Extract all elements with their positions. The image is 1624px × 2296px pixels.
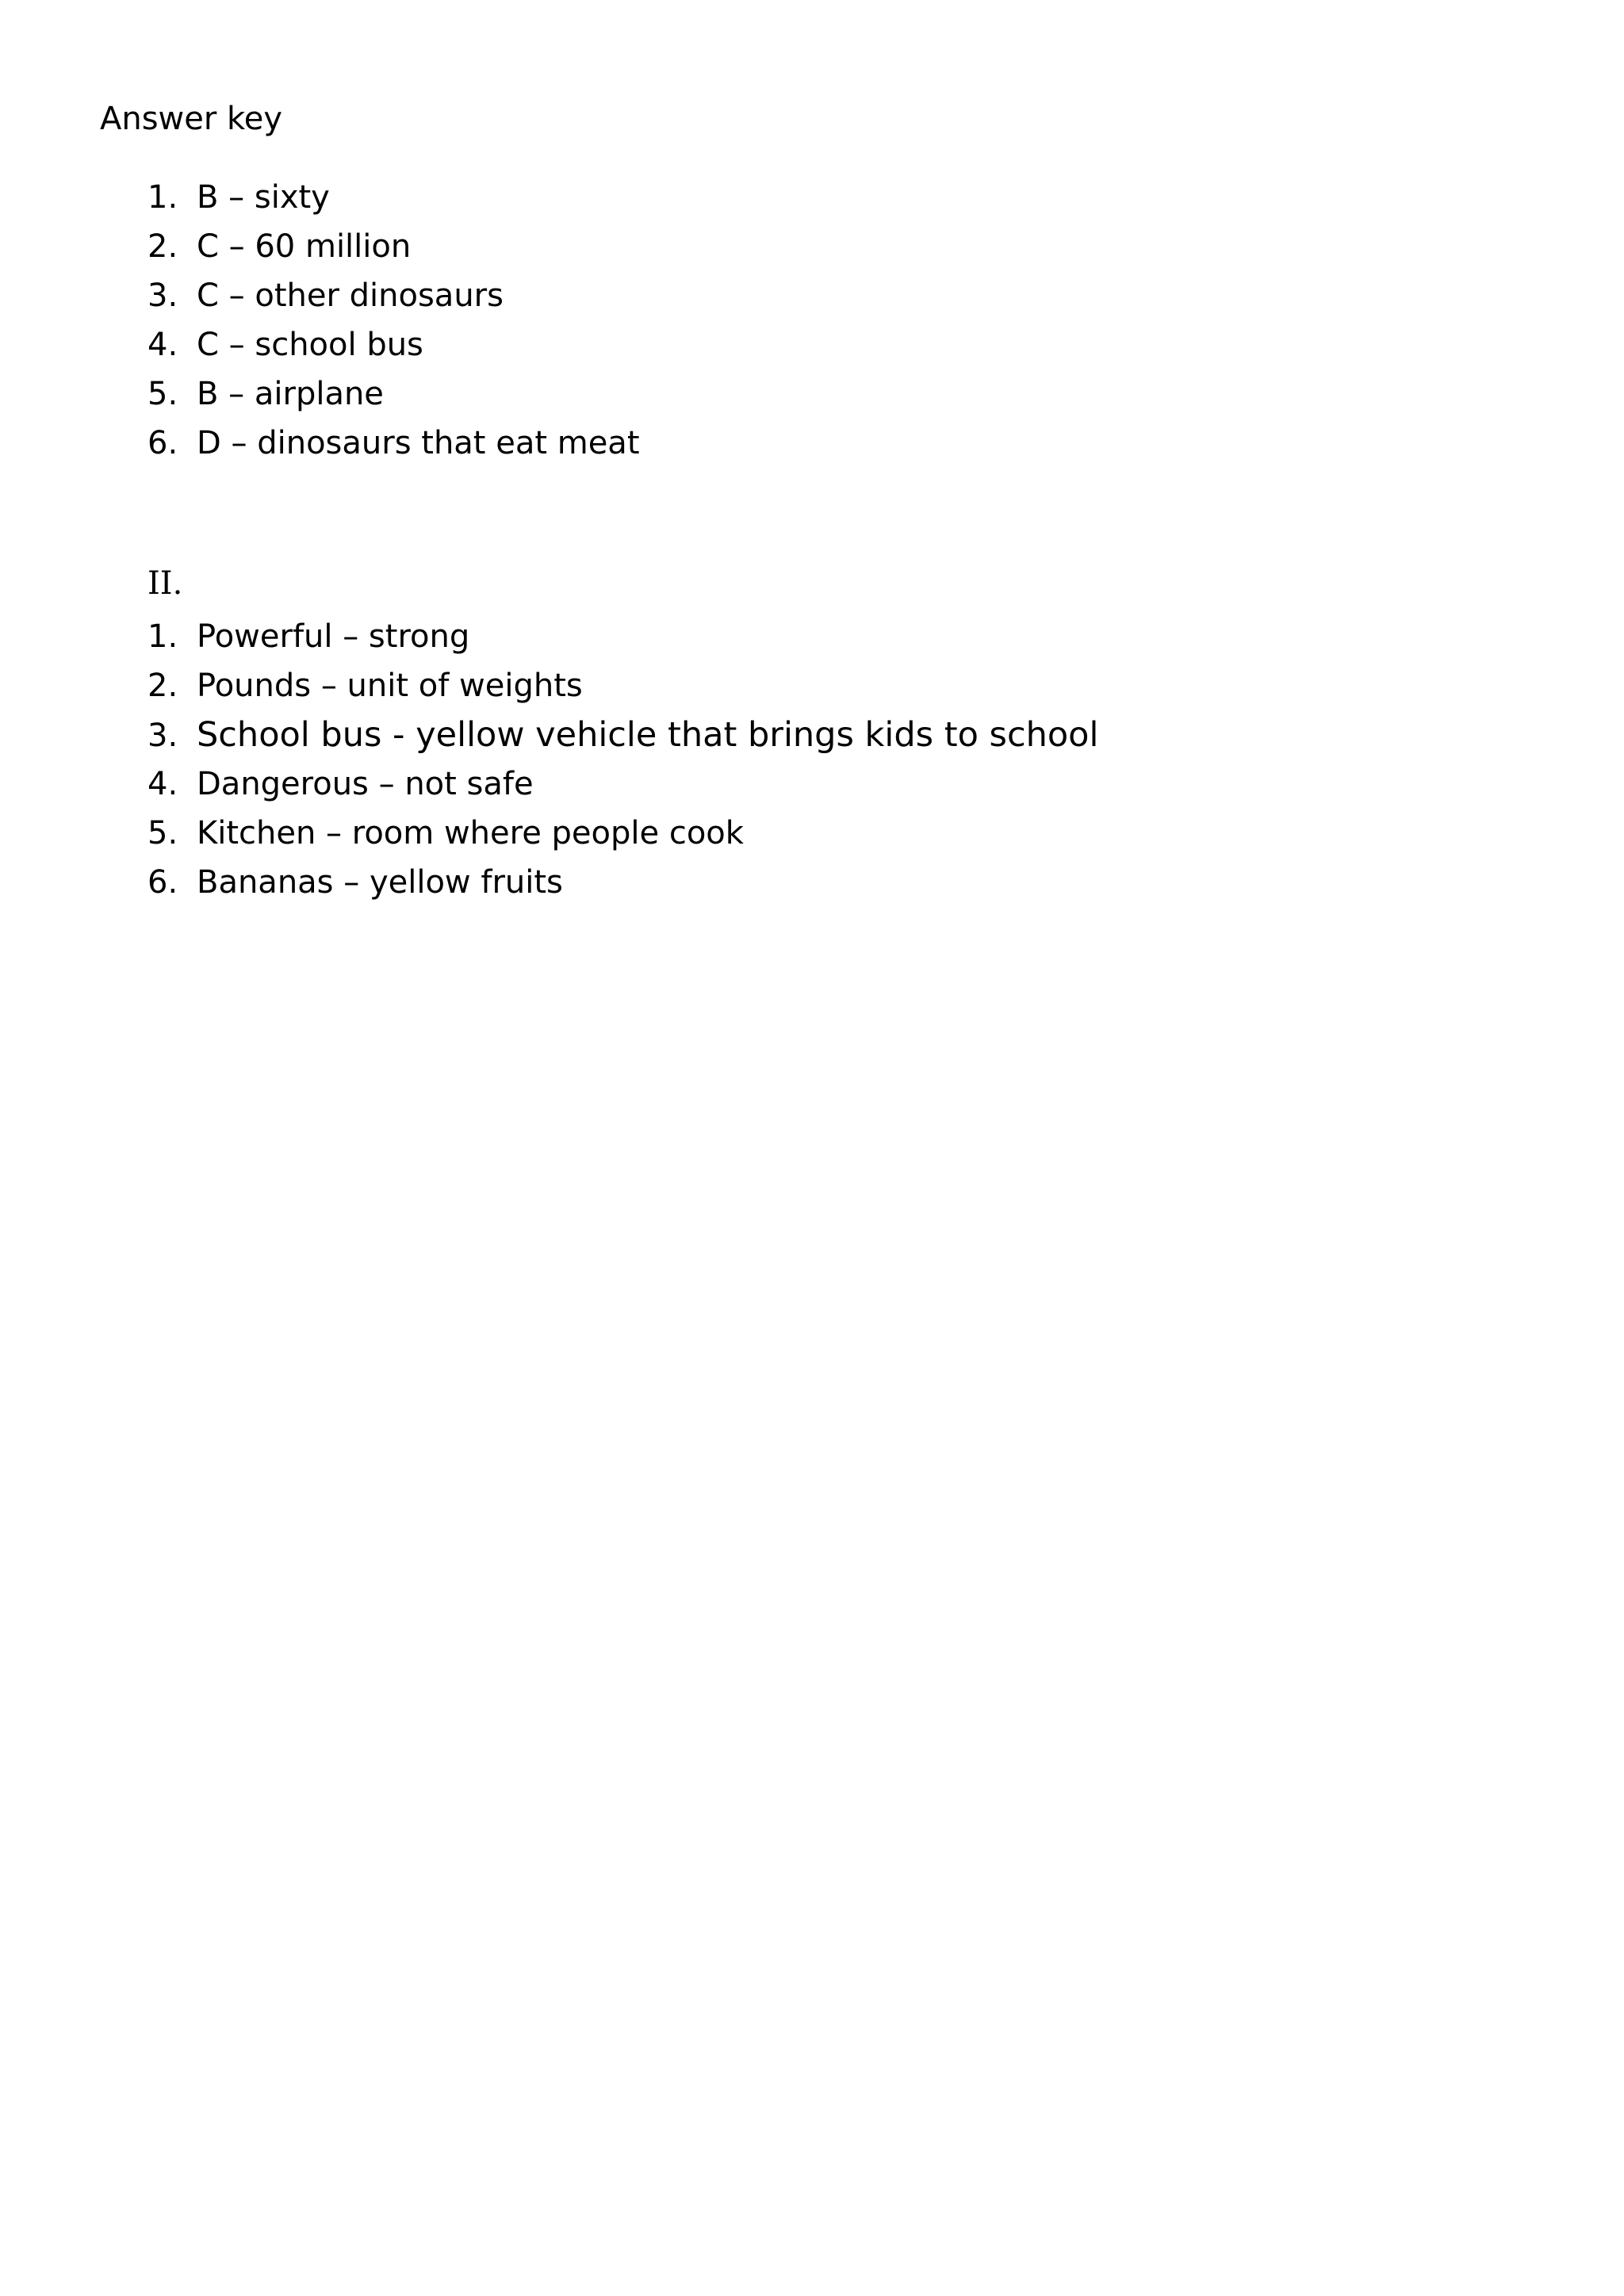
item-text: School bus - yellow vehicle that brings kids to school bbox=[197, 715, 1099, 755]
item-text: Bananas – yellow fruits bbox=[197, 864, 563, 901]
item-text: D – dinosaurs that eat meat bbox=[197, 425, 640, 461]
answer-list-section-1 bbox=[147, 173, 640, 468]
item-text: Pounds – unit of weights bbox=[197, 668, 583, 704]
list-item bbox=[147, 858, 1098, 907]
page-title: Answer key bbox=[100, 101, 283, 137]
item-number: 2. bbox=[147, 228, 178, 265]
item-text: C – other dinosaurs bbox=[197, 277, 504, 314]
item-number: 3. bbox=[147, 277, 178, 314]
item-text: B – airplane bbox=[197, 376, 384, 412]
item-number: 5. bbox=[147, 376, 178, 412]
list-item bbox=[147, 710, 1098, 760]
list-item bbox=[147, 760, 1098, 809]
section-label: II. bbox=[147, 565, 183, 602]
list-item bbox=[147, 369, 640, 419]
item-number: 1. bbox=[147, 618, 178, 655]
item-number: 5. bbox=[147, 815, 178, 851]
list-item bbox=[147, 809, 1098, 858]
list-item bbox=[147, 419, 640, 468]
list-item bbox=[147, 320, 640, 369]
item-text: Dangerous – not safe bbox=[197, 766, 534, 802]
item-number: 2. bbox=[147, 668, 178, 704]
item-text: Powerful – strong bbox=[197, 618, 470, 655]
item-number: 1. bbox=[147, 179, 178, 216]
item-number: 3. bbox=[147, 718, 178, 754]
list-item bbox=[147, 222, 640, 271]
item-text: B – sixty bbox=[197, 179, 330, 216]
item-number: 4. bbox=[147, 327, 178, 363]
item-text: Kitchen – room where people cook bbox=[197, 815, 744, 851]
list-item bbox=[147, 661, 1098, 710]
item-number: 6. bbox=[147, 425, 178, 461]
answer-list-section-2 bbox=[147, 612, 1098, 907]
item-number: 6. bbox=[147, 864, 178, 901]
item-text: C – 60 million bbox=[197, 228, 412, 265]
item-text: C – school bus bbox=[197, 327, 423, 363]
list-item bbox=[147, 612, 1098, 661]
list-item bbox=[147, 173, 640, 222]
item-number: 4. bbox=[147, 766, 178, 802]
list-item bbox=[147, 271, 640, 320]
